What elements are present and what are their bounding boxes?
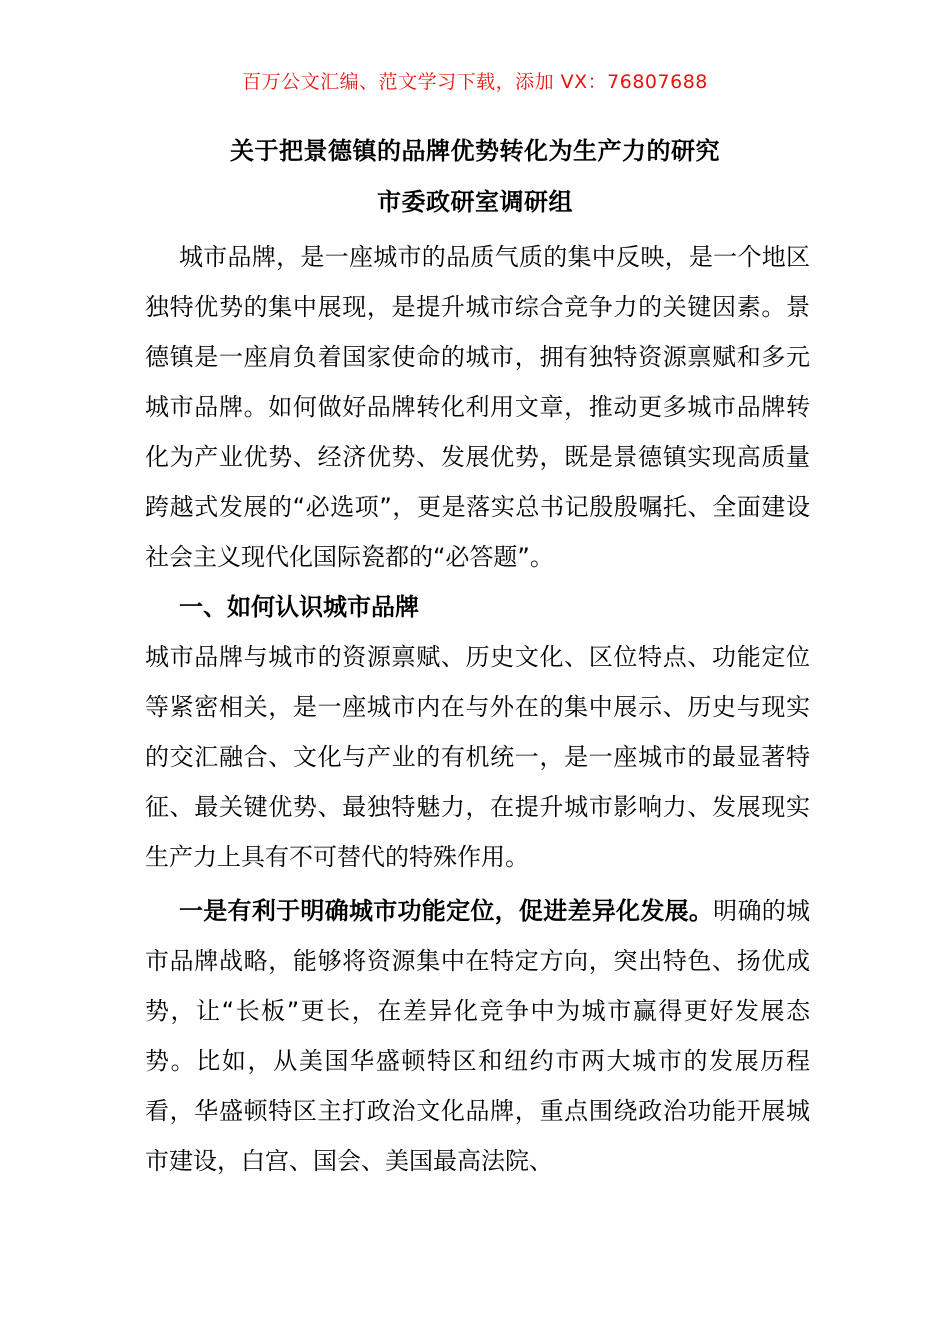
document-title: 关于把景德镇的品牌优势转化为生产力的研究 <box>230 137 720 165</box>
section-1-paragraph: 城市品牌与城市的资源禀赋、历史文化、区位特点、功能定位等紧密相关，是一座城市内在与外在的集中展示、历史与现实的交汇融合、文化与产业的有机统一，是一座城市的最显著特征、最关键优势、最独特魅力，在提升城市影响力、发展现实生产力上具有不可替代的特殊作用。 <box>145 643 810 871</box>
point-1-lead: 一是有利于明确城市功能定位，促进差异化发展。 <box>179 897 714 925</box>
intro-paragraph: 城市品牌，是一座城市的品质气质的集中反映，是一个地区独特优势的集中展现，是提升城市综合竞争力的关键因素。景德镇是一座肩负着国家使命的城市，拥有独特资源禀赋和多元城市品牌。如何做好品牌转化利用文章，推动更多城市品牌转化为产业优势、经济优势、发展优势，既是景德镇实现高质量跨越式发展的“必选项”，更是落实总书记殷殷嘱托、全面建设社会主义现代化国际瓷都的“必答题”。 <box>145 243 810 571</box>
point-1-paragraph <box>145 886 810 1186</box>
document-body <box>145 232 810 1186</box>
section-heading-1: 一、如何认识城市品牌 <box>179 593 419 621</box>
document-author: 市委政研室调研组 <box>377 188 573 216</box>
point-1-body: 明确的城市品牌战略，能够将资源集中在特定方向，突出特色、扬优成势，让“长板”更长，在差异化竞争中为城市赢得更好发展态势。比如，从美国华盛顿特区和纽约市两大城市的发展历程看，华盛顿特区主打政治文化品牌，重点围绕政治功能开展城市建设，白宫、国会、美国最高法院、 <box>145 897 811 1175</box>
header-watermark-note: 百万公文汇编、范文学习下载，添加 VX：76807688 <box>242 71 708 93</box>
